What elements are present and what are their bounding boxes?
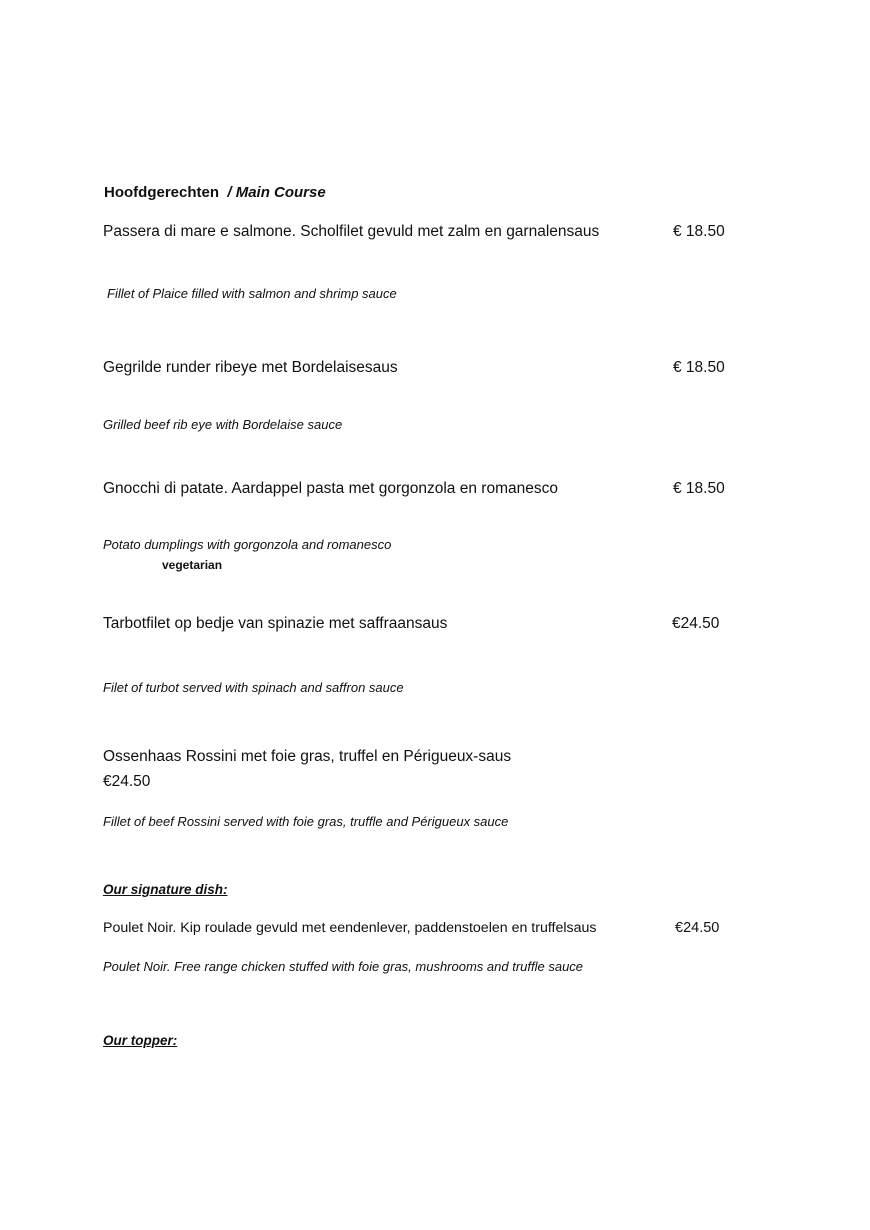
signature-dish-name: Poulet Noir. Kip roulade gevuld met eendenlever, paddenstoelen en truffelsaus bbox=[103, 920, 597, 936]
signature-dish-description: Poulet Noir. Free range chicken stuffed with foie gras, mushrooms and truffle sauce bbox=[103, 959, 584, 974]
dish-name: Tarbotfilet op bedje van spinazie met saffraansaus bbox=[103, 615, 448, 632]
dish-price: €24.50 bbox=[103, 773, 151, 790]
dish-price: € 18.50 bbox=[673, 480, 725, 497]
heading-english: / Main Course bbox=[227, 184, 326, 201]
section-heading bbox=[104, 184, 326, 201]
dish-description: Fillet of Plaice filled with salmon and shrimp sauce bbox=[107, 286, 397, 301]
dish-price: € 18.50 bbox=[673, 359, 725, 376]
dish-price: €24.50 bbox=[672, 615, 720, 632]
signature-dish-price: €24.50 bbox=[675, 920, 720, 936]
dish-description: Potato dumplings with gorgonzola and romanesco bbox=[103, 537, 392, 552]
dish-description: Fillet of beef Rossini served with foie gras, truffle and Périgueux sauce bbox=[103, 814, 509, 829]
dish-name: Gegrilde runder ribeye met Bordelaisesaus bbox=[103, 359, 398, 376]
dish-description: Grilled beef rib eye with Bordelaise sauce bbox=[103, 417, 343, 432]
dish-name: Ossenhaas Rossini met foie gras, truffel en Périgueux-saus bbox=[103, 748, 512, 765]
dish-name: Gnocchi di patate. Aardappel pasta met gorgonzola en romanesco bbox=[103, 480, 558, 497]
vegetarian-tag: vegetarian bbox=[162, 558, 223, 572]
dish-name: Passera di mare e salmone. Scholfilet gevuld met zalm en garnalensaus bbox=[103, 223, 600, 240]
heading-dutch: Hoofdgerechten bbox=[104, 184, 220, 201]
dish-price: € 18.50 bbox=[673, 223, 725, 240]
dish-description: Filet of turbot served with spinach and saffron sauce bbox=[103, 680, 404, 695]
signature-heading: Our signature dish: bbox=[103, 882, 228, 897]
topper-heading: Our topper: bbox=[103, 1033, 178, 1048]
